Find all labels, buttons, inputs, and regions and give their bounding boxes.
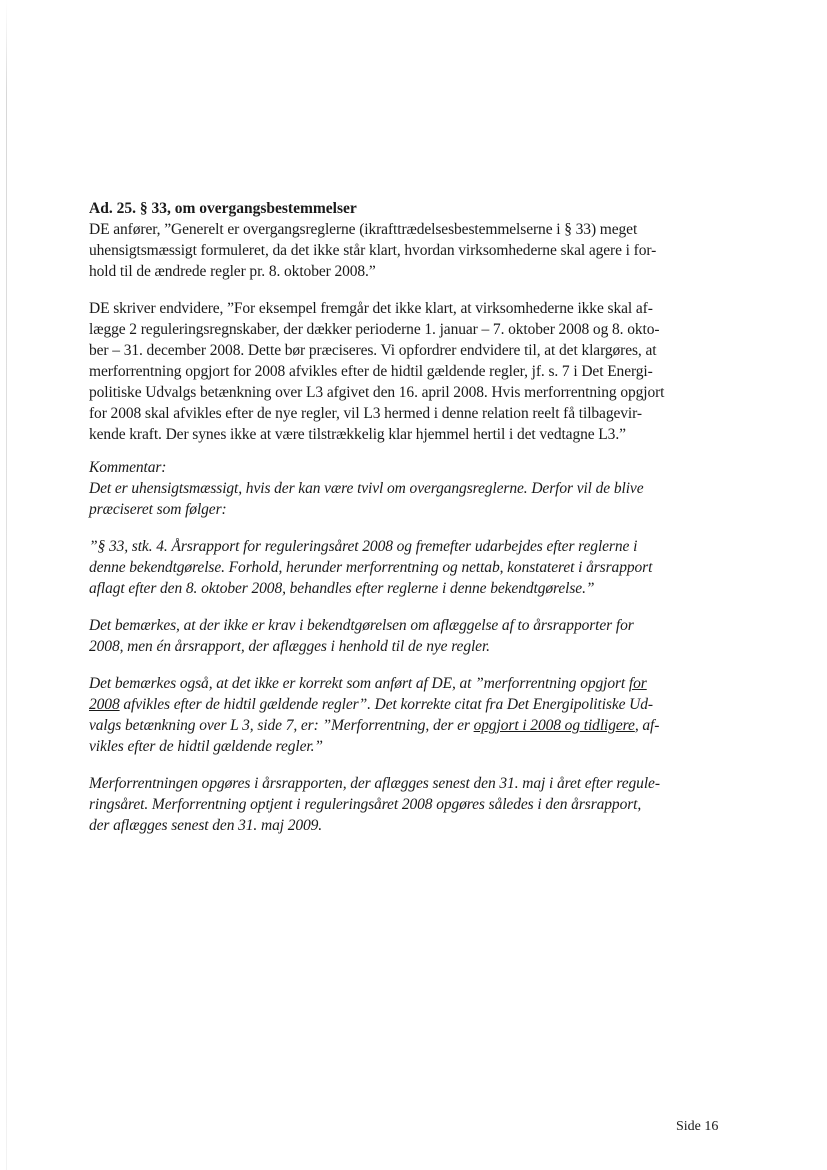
comment-intro-line: Det er uhensigtsmæssigt, hvis der kan være tvivl om overgangsreglerne. Derfor vil de blive [89,480,644,497]
para2-line: for 2008 skal afvikles efter de nye regler, vil L3 hermed i denne relation reelt få tilbagevir- [89,405,642,422]
comment-intro-line: præciseret som følger: [89,501,227,518]
scan-edge-line [6,0,7,1170]
section-heading: Ad. 25. § 33, om overgangsbestemmelser [89,200,357,217]
para2-line: lægge 2 reguleringsregnskaber, der dækker perioderne 1. januar – 7. oktober 2008 og 8. okto- [89,321,660,338]
note1-line: Det bemærkes, at der ikke er krav i bekendtgørelsen om aflæggelse af to årsrapporter for [89,617,634,634]
note2-text: afvikles efter de hidtil gældende regler”. Det korrekte citat fra Det Energipolitiske Ud- [119,696,653,713]
note2-underlined-text: for [628,675,647,692]
note2-line [89,675,647,693]
note2-text: valgs betænkning over L 3, side 7, er: ”Merforrentning, der er [89,717,474,734]
note3-line: Merforrentningen opgøres i årsrapporten, der aflægges senest den 31. maj i året efter regule- [89,775,660,792]
note2-text: Det bemærkes også, at det ikke er korrekt som anført af DE, at ”merforrentning opgjort [89,675,629,692]
note2-text: , af- [634,717,660,734]
para2-line: politiske Udvalgs betænkning over L3 afgivet den 16. april 2008. Hvis merforrentning opgjort [89,384,665,401]
note2-underlined-text: opgjort i 2008 og tidligere [473,717,635,734]
page-number: Side 16 [676,1119,719,1134]
note2-line: vikles efter de hidtil gældende regler.” [89,738,323,755]
para1-line: hold til de ændrede regler pr. 8. oktober 2008.” [89,263,376,280]
comment-label: Kommentar: [89,459,167,476]
para1-line: uhensigtsmæssigt formuleret, da det ikke står klart, hvordan virksomhederne skal agere i for- [89,242,657,259]
para2-line: merforrentning opgjort for 2008 afvikles efter de hidtil gældende regler, jf. s. 7 i Det Energi- [89,363,653,380]
quote-line: aflagt efter den 8. oktober 2008, behandles efter reglerne i denne bekendtgørelse.” [89,580,595,597]
note2-underlined-text: 2008 [89,696,120,713]
para2-line: ber – 31. december 2008. Dette bør præciseres. Vi opfordrer endvidere til, at det klargøres, at [89,342,657,359]
note3-line: ringsåret. Merforrentning optjent i reguleringsåret 2008 opgøres således i den årsrapport, [89,796,642,813]
note2-line [89,717,659,735]
quote-line: denne bekendtgørelse. Forhold, herunder merforrentning og nettab, konstateret i årsrapport [89,559,653,576]
note2-line [89,696,653,714]
para2-line: kende kraft. Der synes ikke at være tilstrækkelig klar hjemmel hertil i det vedtagne L3.” [89,426,626,443]
note3-line: der aflægges senest den 31. maj 2009. [89,817,323,834]
quote-line: ”§ 33, stk. 4. Årsrapport for reguleringsåret 2008 og fremefter udarbejdes efter reglerne i [89,538,638,555]
para2-line: DE skriver endvidere, ”For eksempel fremgår det ikke klart, at virksomhederne ikke skal af- [89,300,653,317]
para1-line: DE anfører, ”Generelt er overgangsreglerne (ikrafttrædelsesbestemmelserne i § 33) meget [89,221,638,238]
note1-line: 2008, men én årsrapport, der aflægges i henhold til de nye regler. [89,638,490,655]
